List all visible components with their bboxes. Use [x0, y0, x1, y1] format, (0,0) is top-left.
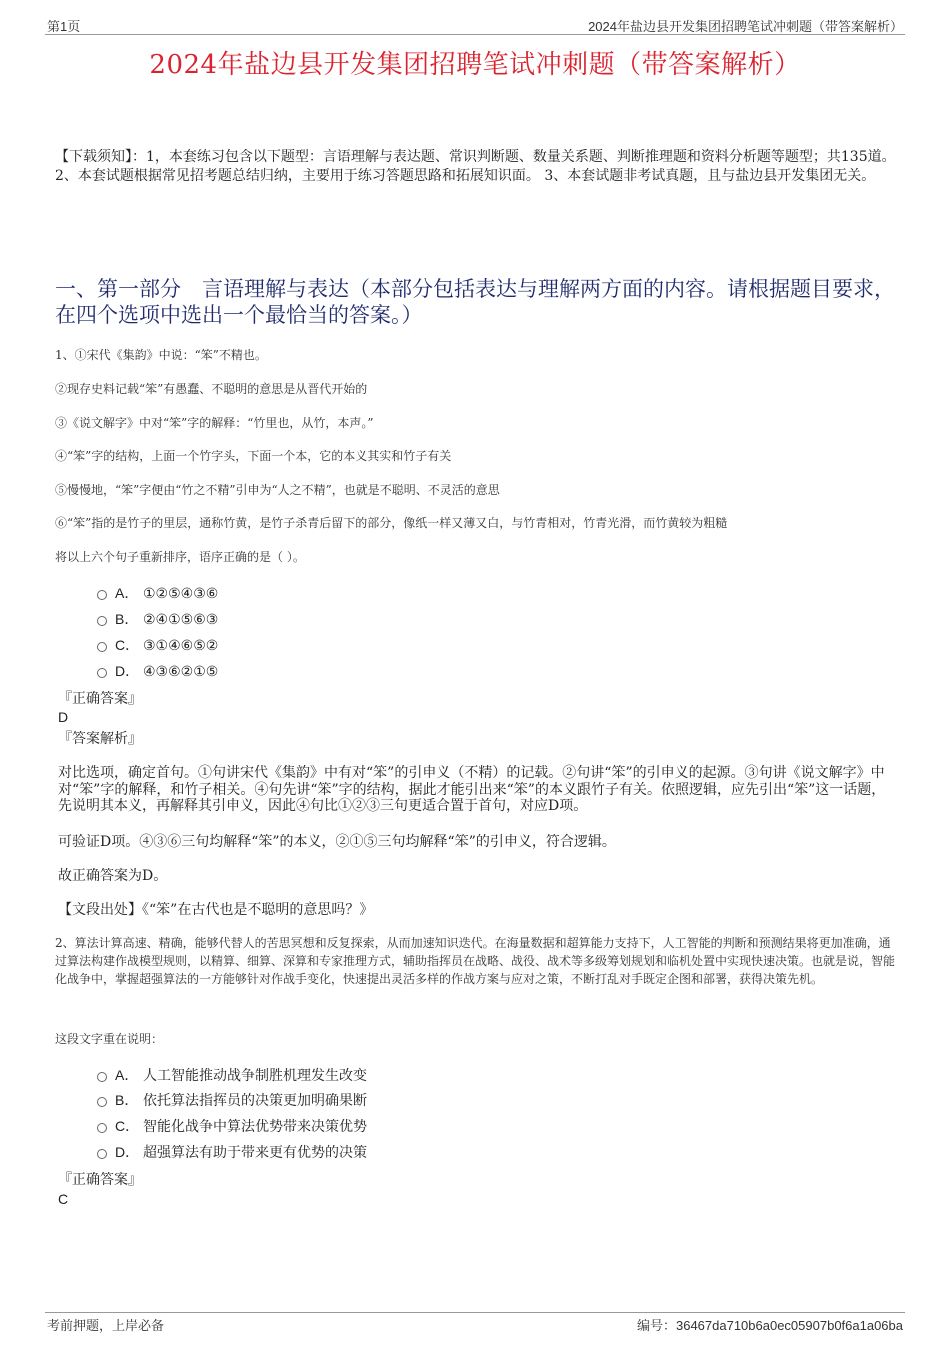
- q1-analysis-para-2: 可验证D项。④③⑥三句均解释“笨”的本义，②①⑤三句均解释“笨”的引申义，符合逻辑。: [58, 834, 616, 850]
- q2-option-c[interactable]: C． 智能化战争中算法优势带来决策优势: [97, 1117, 367, 1136]
- q2-option-b[interactable]: B． 依托算法指挥员的决策更加明确果断: [97, 1091, 367, 1110]
- page-header: [45, 14, 905, 35]
- footer-code-value: 36467da710b6a0ec05907b0f6a1a06ba: [675, 1318, 903, 1333]
- header-doc-title: 2024年盐边县开发集团招聘笔试冲刺题（带答案解析）: [588, 19, 903, 34]
- radio-icon[interactable]: [97, 616, 107, 626]
- page-footer: [45, 1312, 905, 1333]
- q1-line-1: 1、①宋代《集韵》中说：“笨”不精也。: [55, 348, 267, 362]
- section-heading: 一、第一部分 言语理解与表达（本部分包括表达与理解两方面的内容。请根据题目要求，在四个选项中选出一个最恰当的答案。）: [55, 277, 895, 327]
- q1-answer: D: [58, 709, 69, 725]
- footer-slogan: 考前押题，上岸必备: [47, 1319, 165, 1334]
- q2-answer-label: 『正确答案』: [58, 1172, 142, 1188]
- radio-icon[interactable]: [97, 590, 107, 600]
- q1-line-5: ⑤慢慢地，“笨”字便由“竹之不精”引申为“人之不精”，也就是不聪明、不灵活的意思: [55, 483, 500, 497]
- radio-icon[interactable]: [97, 642, 107, 652]
- q1-line-4: ④“笨”字的结构，上面一个竹字头，下面一个本，它的本义其实和竹子有关: [55, 449, 452, 463]
- q2-option-d[interactable]: D． 超强算法有助于带来更有优势的决策: [97, 1143, 367, 1162]
- footer-code-label: 编号：: [636, 1319, 676, 1334]
- q1-option-c[interactable]: C． ③①④⑥⑤②: [97, 636, 218, 655]
- radio-icon[interactable]: [97, 1072, 107, 1082]
- q1-line-6: ⑥“笨”指的是竹子的里层，通称竹黄，是竹子杀青后留下的部分，像纸一样又薄又白，与竹青相对，竹青光滑，而竹黄较为粗糙: [55, 516, 728, 530]
- q2-answer: C: [58, 1191, 69, 1207]
- q1-line-3: ③《说文解字》中对“笨”字的解释：“竹里也，从竹，本声。”: [55, 416, 374, 430]
- q1-line-2: ②现存史料记载“笨”有愚蠢、不聪明的意思是从晋代开始的: [55, 382, 368, 396]
- radio-icon[interactable]: [97, 1097, 107, 1107]
- radio-icon[interactable]: [97, 1123, 107, 1133]
- download-notice: 【下载须知】：1，本套练习包含以下题型：言语理解与表达题、常识判断题、数量关系题、判断推理题和资料分析题等题型；共135道。 2、本套试题根据常见招考题总结归纳，主要用于练习答题思路和拓展知识面。 3、本套试题非考试真题，且与盐边县开发集团无关。: [55, 149, 896, 184]
- q1-answer-label: 『正确答案』: [58, 691, 142, 707]
- q1-option-a[interactable]: A． ①②⑤④③⑥: [97, 584, 218, 603]
- page-number: 第1页: [47, 19, 81, 34]
- q1-question: 将以上六个句子重新排序，语序正确的是（ ）。: [55, 550, 305, 564]
- q1-option-d[interactable]: D． ④③⑥②①⑤: [97, 662, 218, 681]
- q1-analysis-para-1: 对比选项，确定首句。①句讲宋代《集韵》中有对“笨”的引申义（不精）的记载。②句讲“笨”的引申义的起源。③句讲《说文解字》中对“笨”字的解释，和竹子相关。④句先讲“笨”字的结构，据此才能引出来“笨”的本义跟竹子有关。依照逻辑，应先引出“笨”这一话题，先说明其本义，再解释其引申义，因此④句比①②③三句更适合置于首句，对应D项。: [58, 765, 886, 814]
- q2-option-a[interactable]: A． 人工智能推动战争制胜机理发生改变: [97, 1066, 367, 1085]
- footer-code: [637, 1315, 903, 1334]
- q1-option-b[interactable]: B． ②④①⑤⑥③: [97, 610, 218, 629]
- document-title: 2024年盐边县开发集团招聘笔试冲刺题（带答案解析）: [149, 50, 801, 80]
- q1-analysis-label: 『答案解析』: [58, 731, 142, 747]
- radio-icon[interactable]: [97, 1149, 107, 1159]
- q2-stem: 2、算法计算高速、精确，能够代替人的苦思冥想和反复探索，从而加速知识迭代。在海量数据和超算能力支持下，人工智能的判断和预测结果将更加准确，通过算法构建作战模型规则，以精算、细算、深算和专家推理方式，辅助指挥员在战略、战役、战术等多级筹划规划和临机处置中实现快速决策。也就是说，智能化战争中，掌握超强算法的一方能够针对作战手变化，快速提出灵活多样的作战方案与应对之策，不断打乱对手既定企图和部署，获得决策先机。: [55, 936, 896, 986]
- q1-analysis-para-3: 故正确答案为D。: [58, 868, 168, 884]
- radio-icon[interactable]: [97, 668, 107, 678]
- q2-question: 这段文字重在说明：: [55, 1032, 164, 1046]
- q1-source: 【文段出处】《“笨”在古代也是不聪明的意思吗？》: [58, 902, 374, 918]
